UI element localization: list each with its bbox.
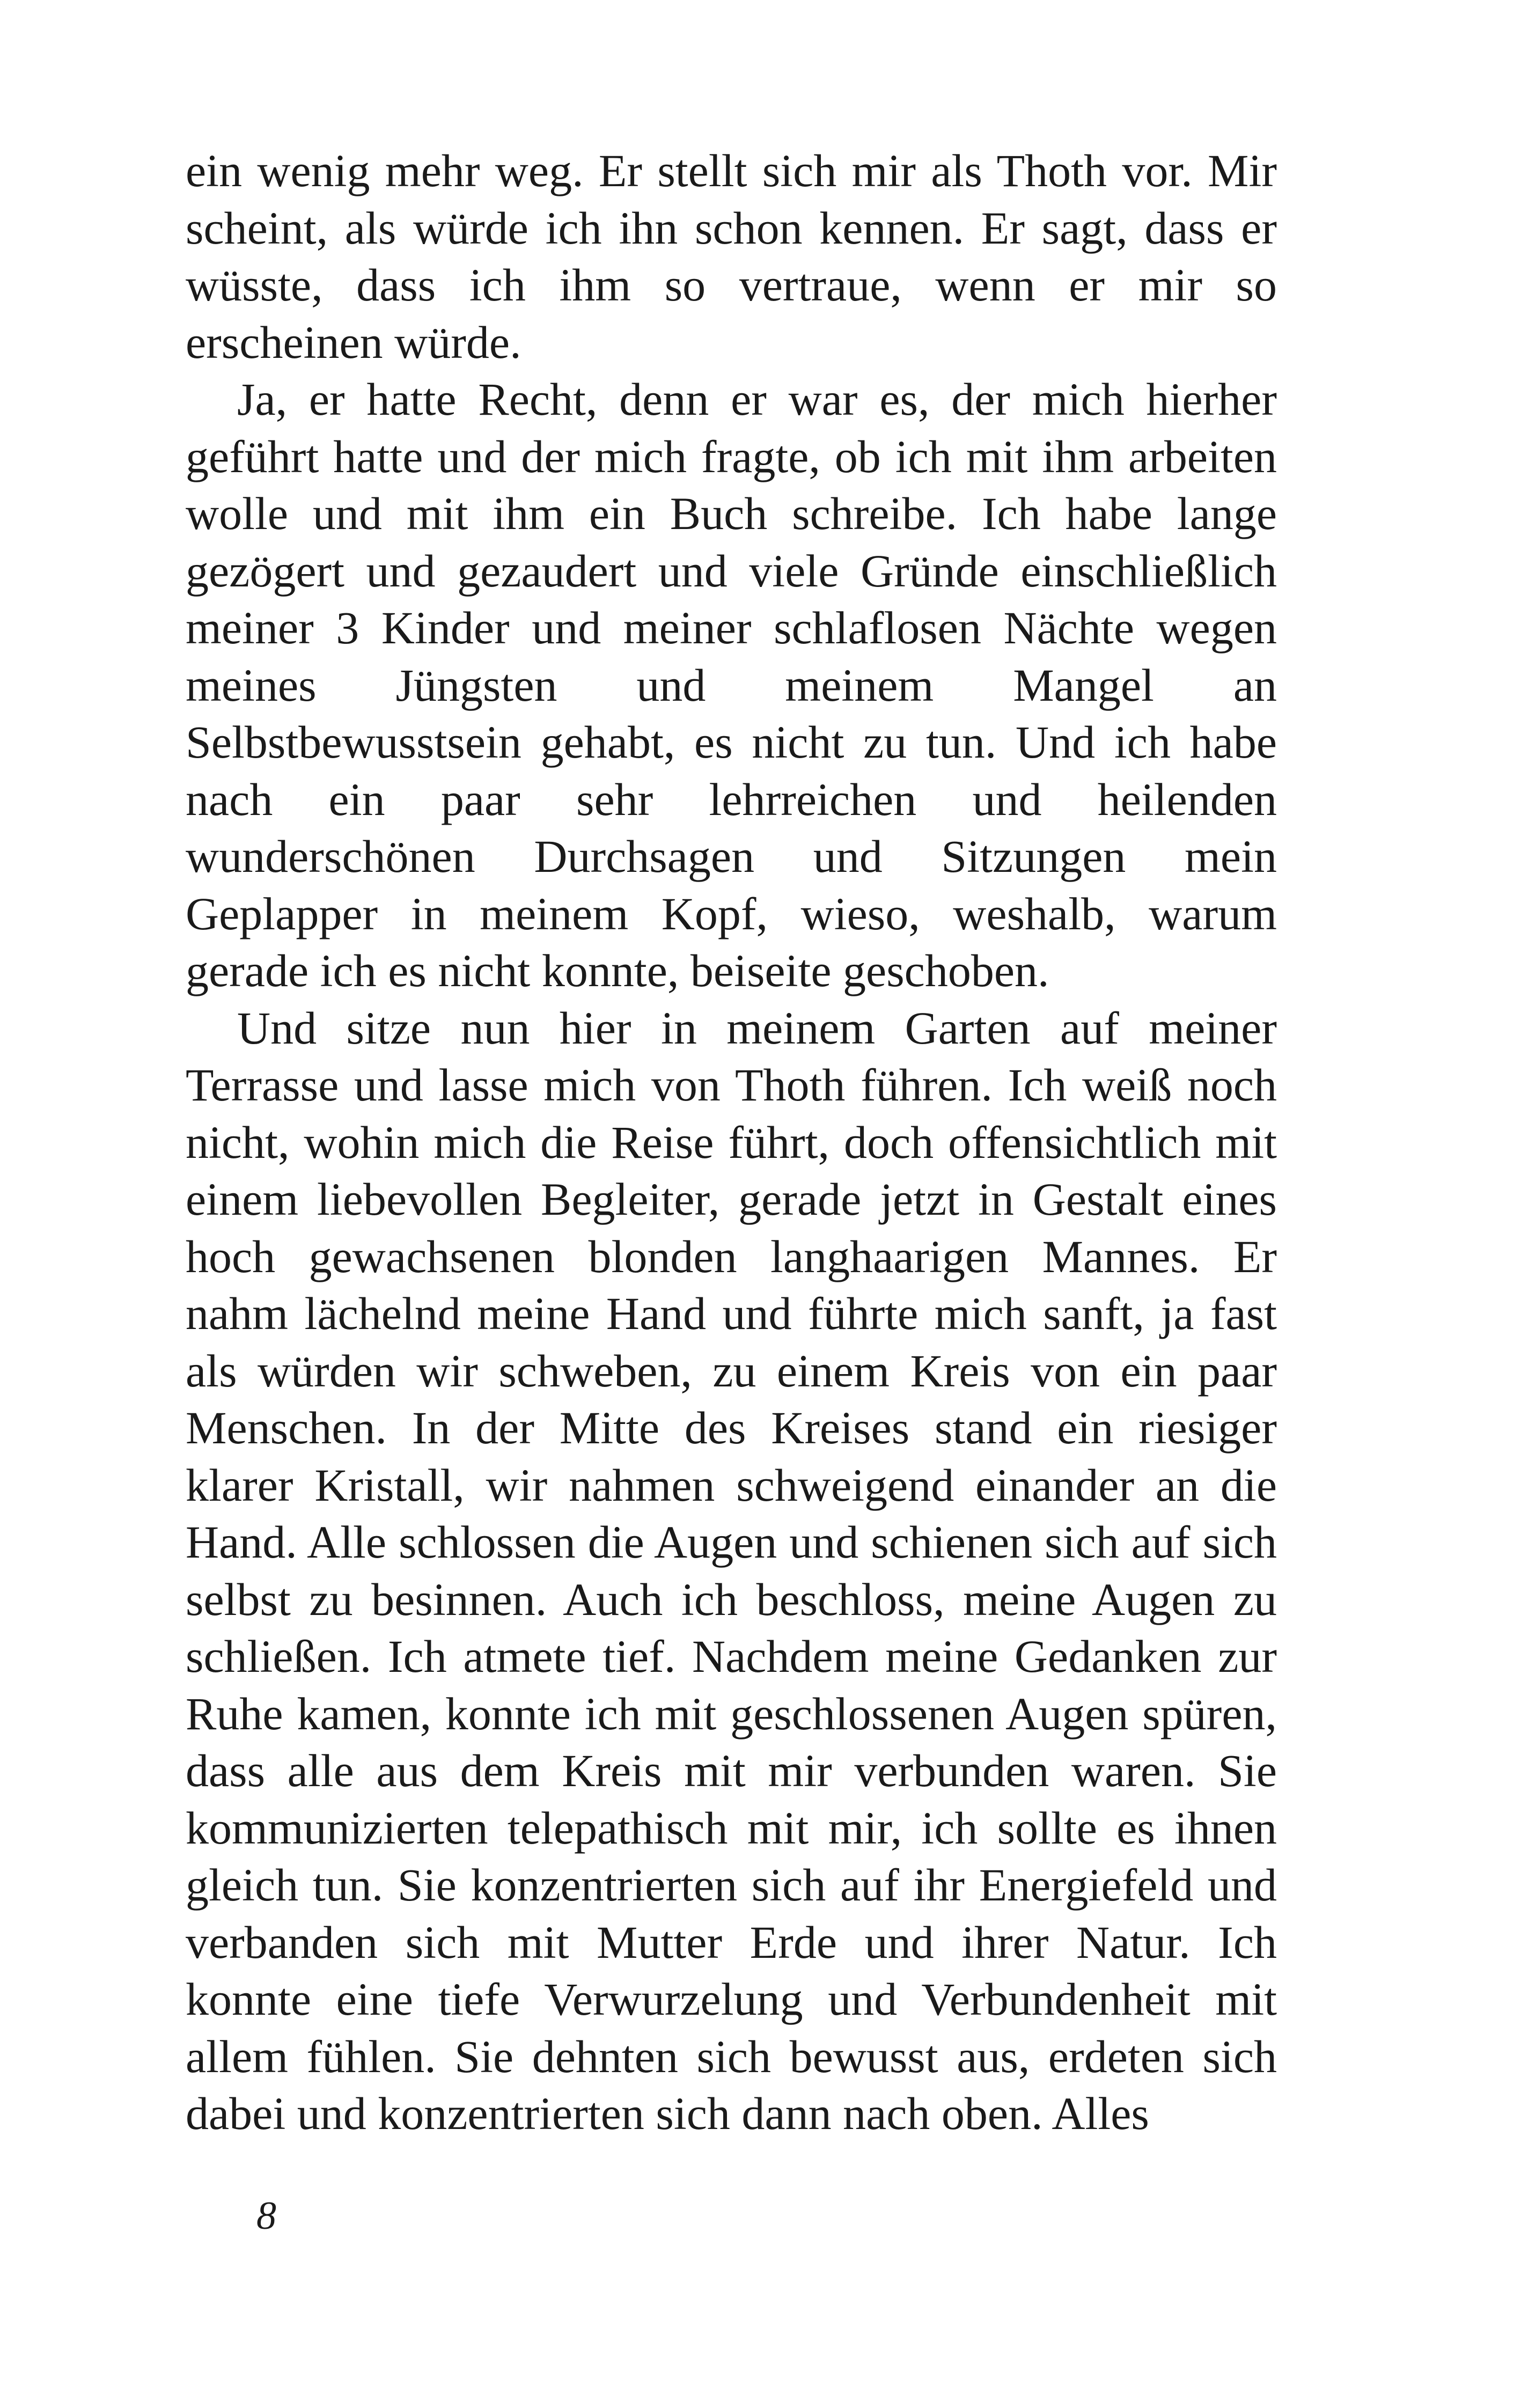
body-text (186, 142, 1277, 2142)
page-number: 8 (256, 2194, 276, 2238)
paragraph: Ja, er hatte Recht, denn er war es, der mich hierher geführt hatte und der mich fragte, ob ich mit ihm arbeiten wolle und mit ihm ein Buch schreibe. Ich habe lange gezögert und gezaudert und viele Gründe einschließlich meiner 3 Kinder und meiner schlaflosen Nächte wegen meines Jüngsten und meinem Mangel an Selbstbewusstsein gehabt, es nicht zu tun. Und ich habe nach ein paar sehr lehrreichen und heilenden wunderschönen Durchsagen und Sitzungen mein Geplapper in meinem Kopf, wieso, weshalb, warum gerade ich es nicht konnte, beiseite geschoben. (186, 373, 1277, 996)
paragraph: Und sitze nun hier in meinem Garten auf meiner Terrasse und lasse mich von Thoth führen. Ich weiß noch nicht, wohin mich die Reise führt, doch offensichtlich mit einem liebevollen Begleiter, gerade jetzt in Gestalt eines hoch gewachsenen blonden langhaarigen Mannes. Er nahm lächelnd meine Hand und führte mich sanft, ja fast als würden wir schweben, zu einem Kreis von ein paar Menschen. In der Mitte des Kreises stand ein riesiger klarer Kristall, wir nahmen schweigend einander an die Hand. Alle schlossen die Augen und schienen sich auf sich selbst zu besinnen. Auch ich beschloss, meine Augen zu schließen. Ich atmete tief. Nachdem meine Gedanken zur Ruhe kamen, konnte ich mit geschlossenen Augen spüren, dass alle aus dem Kreis mit mir verbunden waren. Sie kommunizierten telepathisch mit mir, ich sollte es ihnen gleich tun. Sie konzentrierten sich auf ihr Energiefeld und verbanden sich mit Mutter Erde und ihrer Natur. Ich konnte eine tiefe Verwurzelung und Verbundenheit mit allem fühlen. Sie dehnten sich bewusst aus, erdeten sich dabei und konzentrierten sich dann nach oben. Alles (186, 1002, 1277, 2139)
paragraph-continued: ein wenig mehr weg. Er stellt sich mir als Thoth vor. Mir scheint, als würde ich ihn schon kennen. Er sagt, dass er wüsste, dass ich ihm so vertraue, wenn er mir so erscheinen würde. (186, 145, 1277, 368)
